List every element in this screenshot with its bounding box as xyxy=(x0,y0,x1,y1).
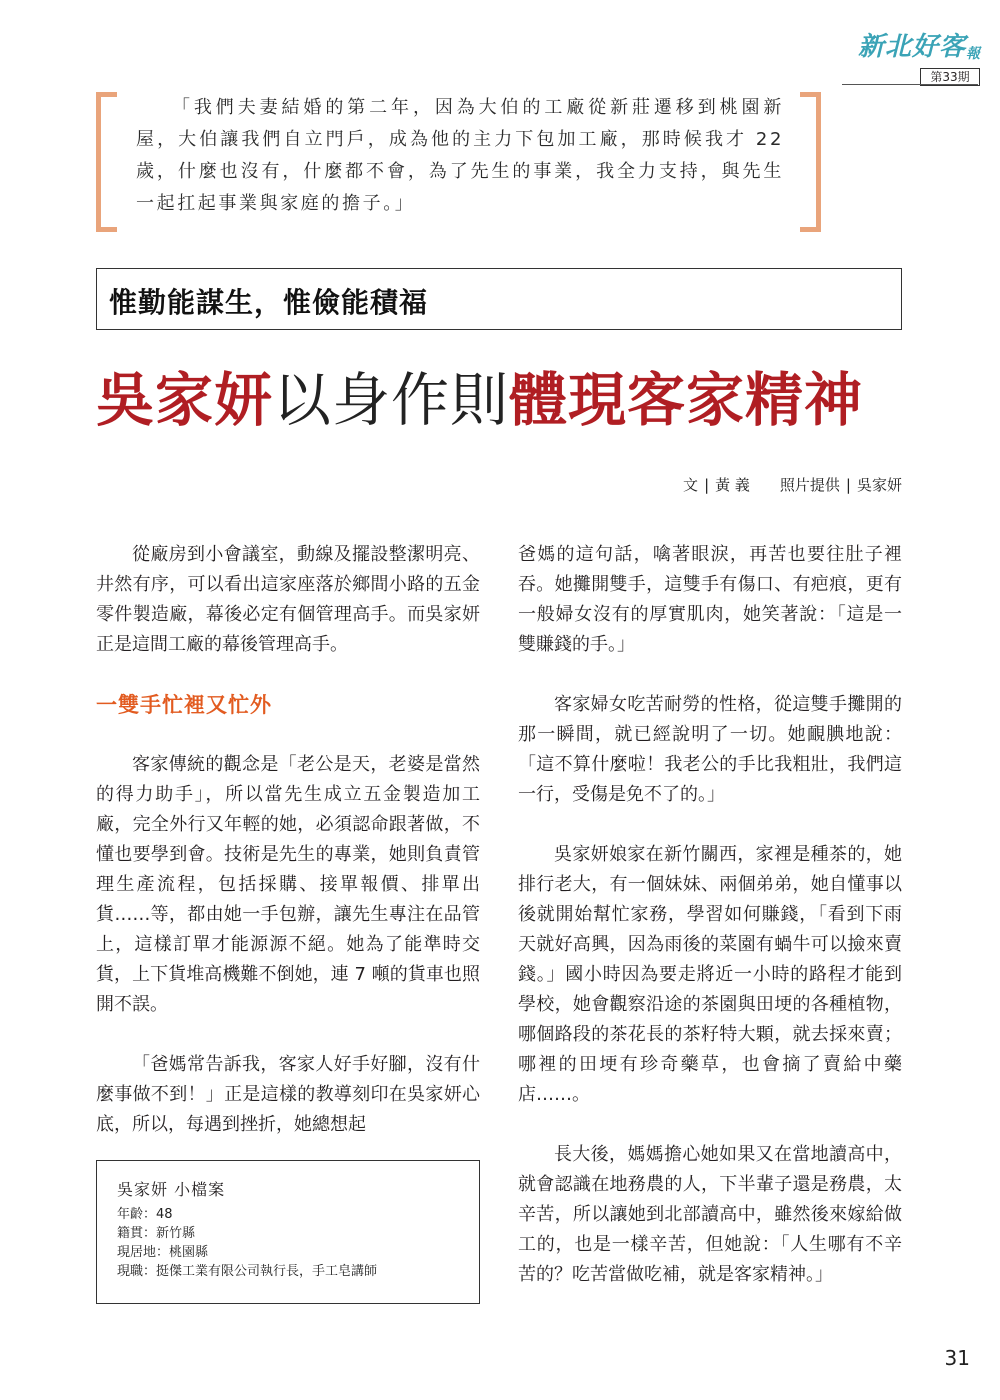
right-column xyxy=(518,540,902,1290)
profile-box xyxy=(96,1160,480,1304)
photo-label: 照片提供 xyxy=(779,476,840,494)
pull-quote-text: 「我們夫妻結婚的第二年，因為大伯的工廠從新莊遷移到桃園新屋，大伯讓我們自立門戶，成為他的主力下包加工廠，那時候我才 22 歲，什麼也沒有，什麼都不會，為了先生的事業，我全力支持，與先生一起扛起事業與家庭的擔子。」 xyxy=(136,97,784,214)
profile-residence: 現居地：桃園縣 xyxy=(117,1245,209,1260)
body-paragraph: 客家婦女吃苦耐勞的性格，從這雙手攤開的那一瞬間，就已經說明了一切。她靦腆地說：「這不算什麼啦！我老公的手比我粗壯，我們這一行，受傷是免不了的。」 xyxy=(518,694,902,805)
section-heading: 一雙手忙裡又忙外 xyxy=(96,693,272,717)
quote-bracket-right xyxy=(800,92,821,232)
issue-number: 第33期 xyxy=(920,68,980,86)
body-paragraph: 吳家妍娘家在新竹關西，家裡是種茶的，她排行老大，有一個妹妹、兩個弟弟，她自懂事以後就開始幫忙家務，學習如何賺錢，「看到下雨天就好高興，因為雨後的菜園有蝸牛可以撿來賣錢。」國小時因為要走將近一小時的路程才能到學校，她會觀察沿途的茶園與田埂的各種植物，哪個路段的茶花長的茶籽特大顆，就去採來賣；哪裡的田埂有珍奇藥草，也會摘了賣給中藥店……。 xyxy=(518,844,902,1105)
body-paragraph: 「爸媽常告訴我，客家人好手好腳，沒有什麼事做不到！」正是這樣的教導刻印在吳家妍心底，所以，每遇到挫折，她總想起 xyxy=(96,1054,480,1135)
subhead-text: 惟勤能謀生，惟儉能積福 xyxy=(109,286,429,319)
magazine-logo xyxy=(858,26,982,62)
quote-bracket-left xyxy=(96,92,117,232)
body-paragraph: 爸媽的這句話，噙著眼淚，再苦也要往肚子裡吞。她攤開雙手，這雙手有傷口、有疤痕，更有一般婦女沒有的厚實肌肉，她笑著說：「這是一雙賺錢的手。」 xyxy=(518,544,902,655)
profile-job: 現職：挺傑工業有限公司執行長，手工皂講師 xyxy=(117,1264,378,1279)
writer-name: 黃 義 xyxy=(715,476,750,494)
body-paragraph: 從廠房到小會議室，動線及擺設整潔明亮、井然有序，可以看出這家座落於鄉間小路的五金零件製造廠，幕後必定有個管理高手。而吳家妍正是這間工廠的幕後管理高手。 xyxy=(96,544,480,655)
profile-details xyxy=(117,1205,377,1281)
logo-main-text: 新北好客 xyxy=(858,32,967,62)
logo-small-text: 報 xyxy=(966,46,982,62)
page-number: 31 xyxy=(944,1346,970,1370)
pull-quote xyxy=(136,92,784,220)
writer-label: 文 xyxy=(683,476,699,494)
body-paragraph: 長大後，媽媽擔心她如果又在當地讀高中，就會認識在地務農的人，下半輩子還是務農，太辛苦，所以讓她到北部讀高中，雖然後來嫁給做工的，也是一樣辛苦，但她說：「人生哪有不辛苦的？吃苦當做吃補，就是客家精神。」 xyxy=(518,1144,902,1285)
subhead-box xyxy=(96,268,902,330)
title-name: 吳家妍 xyxy=(96,366,274,434)
profile-origin: 籍貫：新竹縣 xyxy=(117,1226,196,1241)
profile-age: 年齡：48 xyxy=(117,1207,173,1222)
left-column xyxy=(96,540,480,1140)
article-title xyxy=(96,362,916,442)
body-paragraph: 客家傳統的觀念是「老公是天，老婆是當然的得力助手」，所以當先生成立五金製造加工廠，完全外行又年輕的她，必須認命跟著做，不懂也要學到會。技術是先生的專業，她則負責管理生產流程，包括採購、接單報價、排單出貨……等，都由她一手包辦，讓先生專注在品管上，這樣訂單才能源源不絕。她為了能準時交貨，上下貨堆高機難不倒她，連 7 噸的貨車也照開不誤。 xyxy=(96,754,480,1015)
header-rule xyxy=(842,84,978,85)
title-tail: 體現客家精神 xyxy=(509,366,864,434)
photo-credit: 吳家妍 xyxy=(856,476,902,494)
byline: 文 | 黃 義 照片提供 | 吳家妍 xyxy=(683,476,902,494)
profile-heading: 吳家妍 小檔案 xyxy=(117,1180,226,1199)
title-middle: 以身作則 xyxy=(273,366,510,434)
